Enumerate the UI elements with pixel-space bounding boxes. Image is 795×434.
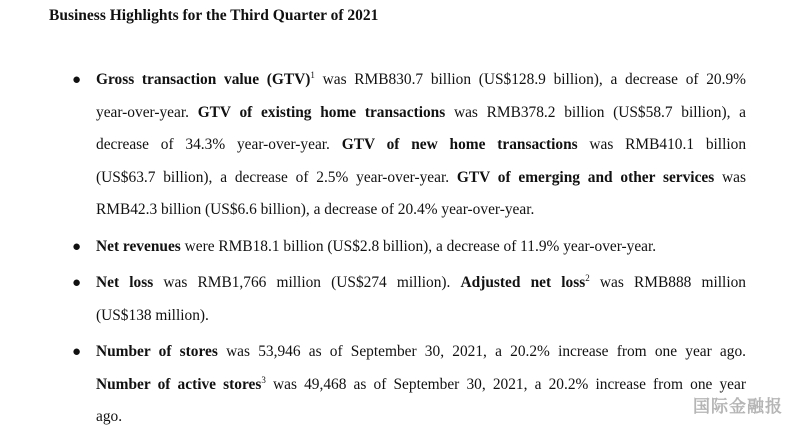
text-line: [96, 401, 746, 434]
bullet-icon: ●: [72, 238, 82, 255]
bold-term: Net loss: [96, 274, 154, 291]
text-run: was 53,946 as of September 30, 2021, a 20.2% increase from one year ago.: [217, 343, 747, 360]
bold-term: GTV of emerging and other services: [456, 168, 715, 186]
text-run: was RMB830.7 billion (US$128.9 billion), a decrease of 20.9%: [314, 71, 746, 88]
section-title: Business Highlights for the Third Quarter of 2021: [49, 7, 379, 24]
bold-term: Gross transaction value (GTV): [96, 71, 311, 88]
text-run: was 49,468 as of September 30, 2021, a 20.2% increase from one year: [265, 375, 746, 393]
text-run: was RMB888 million: [589, 274, 746, 291]
bullet-icon: ●: [72, 275, 82, 291]
text-line: [96, 64, 746, 97]
text-run: ago.: [96, 408, 123, 425]
text-line: [96, 129, 746, 162]
bold-term: Number of stores: [96, 343, 218, 360]
bold-term: Net revenues: [96, 237, 181, 255]
bullet-item: [72, 336, 747, 434]
text-line: [96, 231, 746, 264]
bullet-item: [72, 267, 746, 332]
bold-term: GTV of new home transactions: [341, 136, 578, 153]
bold-term: Number of active stores: [96, 375, 262, 393]
text-line: [96, 369, 746, 402]
footnote-marker: 2: [585, 273, 590, 283]
text-run: year-over-year.: [96, 103, 198, 121]
footnote-marker: 1: [310, 70, 315, 80]
text-run: was RMB410.1 billion: [577, 136, 747, 153]
bullet-item: [72, 64, 747, 227]
text-run: RMB42.3 billion (US$6.6 billion), a decrease of 20.4% year-over-year.: [96, 201, 535, 218]
text-line: [96, 300, 746, 333]
bullet-icon: ●: [72, 344, 82, 360]
text-run: was: [714, 168, 746, 186]
text-run: was RMB1,766 million (US$274 million).: [153, 274, 461, 291]
bullet-icon: ●: [72, 72, 82, 88]
text-line: [96, 162, 746, 195]
watermark: 国际金融报: [693, 397, 783, 417]
text-line: [96, 336, 746, 369]
text-run: (US$138 million).: [96, 306, 209, 324]
bold-term: Adjusted net loss: [460, 274, 586, 291]
bold-term: GTV of existing home transactions: [197, 103, 446, 121]
text-run: (US$63.7 billion), a decrease of 2.5% year-over-year.: [96, 168, 457, 186]
bullet-item: [72, 231, 746, 264]
text-line: [96, 267, 746, 300]
text-line: [96, 194, 746, 227]
text-line: [96, 97, 746, 130]
text-run: was RMB378.2 billion (US$58.7 billion), a: [445, 103, 747, 121]
text-run: decrease of 34.3% year-over-year.: [96, 136, 342, 153]
footnote-marker: 3: [261, 374, 266, 385]
highlights-list: [0, 64, 795, 434]
text-run: were RMB18.1 billion (US$2.8 billion), a decrease of 11.9% year-over-year.: [180, 237, 657, 255]
